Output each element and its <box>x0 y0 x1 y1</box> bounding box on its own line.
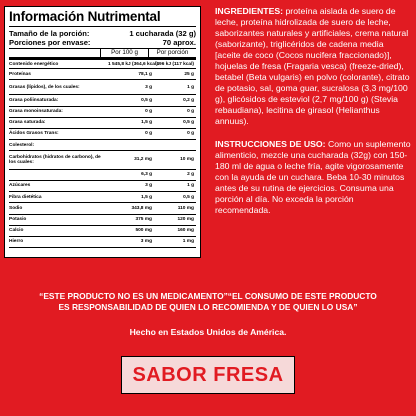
servings-per-container-row <box>9 38 196 47</box>
serving-size-label: Tamaño de la porción: <box>9 29 90 38</box>
serving-size-value: 1 cucharada (32 g) <box>129 29 196 38</box>
col-per-serving: Por porción <box>148 49 196 57</box>
nutrient-row: Colesterol: <box>9 140 196 151</box>
warning-line-2: ES RESPONSABILIDAD DE QUIEN LO RECOMIENDA Y DE QUIEN LO USA” <box>58 302 358 312</box>
servings-label: Porciones por envase: <box>9 38 91 47</box>
ingredients-text: proteína aislada de suero de leche, proteína hidrolizada de suero de leche, saborizantes naturales y artificiales, crema natural (saborizante), triglicéridos de cadena media [aceite de coco (Cocos nucifera fraccionado)], hojuelas de fresa (Fragaria vesca) (freeze-dried), betabel (Beta vulgaris) en polvo (colorante), citrato de potasio, sal, goma guar, sucralosa (3,3 mg/100 g), glicósidos de esteviol (2,7 mg/100 g) (Stevia rebaudiana), lecitina de girasol (Helianthus annuus). <box>215 6 410 127</box>
nutrient-row: Azúcares 3 g 1 g <box>9 181 196 192</box>
nutrient-row: Fibra dietética 1,5 g 0,5 g <box>9 192 196 203</box>
nutrient-row: Grasa saturada: 1,5 g 0,5 g <box>9 118 196 129</box>
instructions-paragraph <box>215 139 411 216</box>
nutrient-row: Sodio 343,8 mg 110 mg <box>9 203 196 214</box>
nutrient-row: Calcio 500 mg 160 mg <box>9 226 196 237</box>
flavor-badge: SABOR FRESA <box>121 356 295 394</box>
warning-line-1: “ESTE PRODUCTO NO ES UN MEDICAMENTO”“EL CONSUMO DE ESTE PRODUCTO <box>39 291 377 301</box>
ingredients-heading: INGREDIENTES: <box>215 6 284 16</box>
instructions-heading: INSTRUCCIONES DE USO: <box>215 138 326 149</box>
instructions-text: Como un suplemento alimenticio, mezcle una cucharada (32g) con 150-180 ml de agua o leche fría, agite vigorosamente con la ayuda de un cuchara. Beba 10-30 minutos antes de su rutina de ejercicios. Consuma una porción al día. No exceda la porción recomendada. <box>215 138 411 215</box>
column-headers <box>9 48 196 60</box>
nutrient-rows <box>9 61 196 248</box>
nutrient-row: Hierro 3 mg 1 mg <box>9 237 196 248</box>
nutrient-row: Carbohidratos (hidratos de carbono), de los cuales: 31,2 mg 10 mg <box>9 151 196 170</box>
nutrient-row: Potasio 375 mg 120 mg <box>9 215 196 226</box>
nutrient-row: Ácidos Grasos Trans: 0 g 0 g <box>9 129 196 140</box>
serving-size-row <box>9 29 196 38</box>
label-text-column <box>215 6 411 227</box>
nutrient-row: Contenido energético 1 545,8 kJ (364,6 kcal) 496 kJ (117 kcal) <box>9 61 196 69</box>
nutrient-row: Grasa poliinsaturada: 0,5 g 0,2 g <box>9 95 196 106</box>
nutrient-row: Proteínas 78,1 g 25 g <box>9 69 196 80</box>
col-per-100g: Por 100 g <box>100 49 148 57</box>
nutrient-row: 6,3 g 2 g <box>9 170 196 181</box>
made-in-text: Hecho en Estados Unidos de América. <box>129 327 287 337</box>
servings-value: 70 aprox. <box>162 38 196 47</box>
ingredients-paragraph <box>215 6 411 128</box>
medical-warning <box>14 291 402 313</box>
nutrition-facts-panel <box>4 6 201 258</box>
nutrient-row: Grasas (lípidos), de los cuales: 3 g 1 g <box>9 80 196 95</box>
nutrient-row: Grasa monoinsaturada: 0 g 0 g <box>9 107 196 118</box>
nutrition-title: Información Nutrimental <box>9 9 196 27</box>
